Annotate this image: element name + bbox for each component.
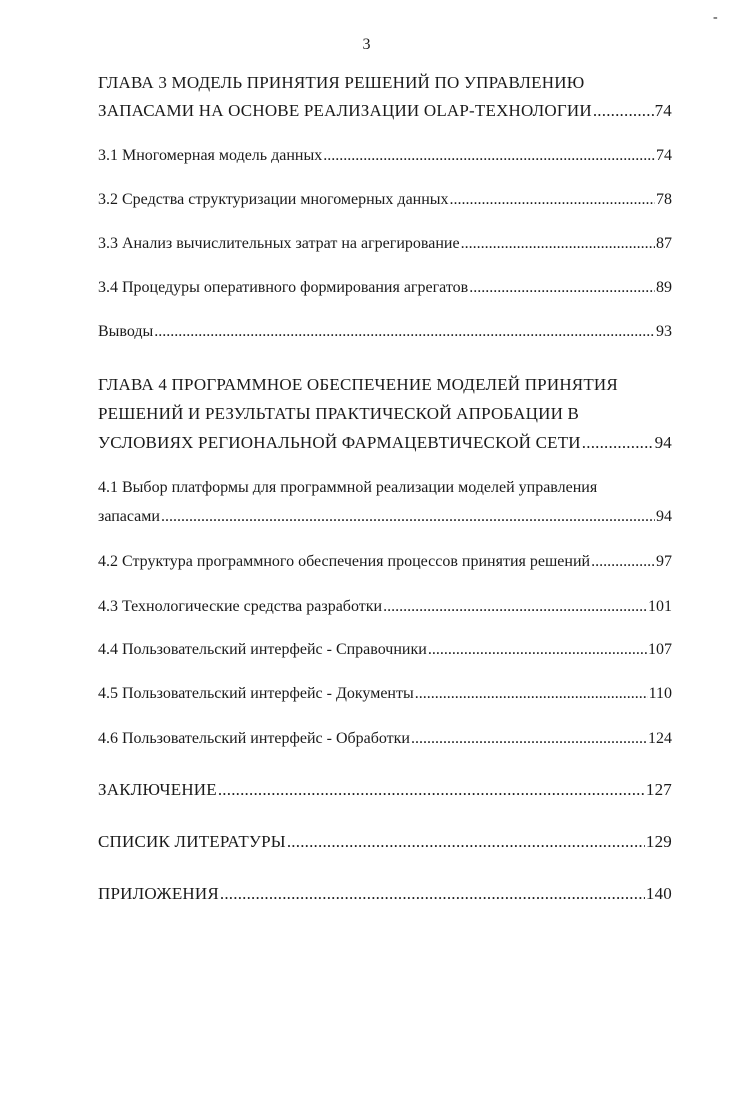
toc-page-number: 89: [656, 279, 672, 296]
toc-entry-conclusions[interactable]: [98, 322, 672, 342]
toc-text: Выводы: [98, 323, 154, 340]
toc-text: УСЛОВИЯХ РЕГИОНАЛЬНОЙ ФАРМАЦЕВТИЧЕСКОЙ СЕТИ: [98, 433, 581, 452]
toc-text: 3.4 Процедуры оперативного формирования агрегатов: [98, 279, 469, 296]
toc-text: 4.3 Технологические средства разработки: [98, 598, 383, 615]
toc-page-number: 93: [656, 323, 672, 340]
toc-text: 3.3 Анализ вычислительных затрат на агрегирование: [98, 235, 460, 252]
toc-text: 3.2 Средства структуризации многомерных данных: [98, 191, 449, 208]
toc-entry-3-2[interactable]: [98, 190, 672, 210]
dot-leader: [593, 101, 654, 121]
toc-page-number: 140: [645, 884, 672, 903]
toc-text: 3.1 Многомерная модель данных: [98, 147, 323, 164]
dot-leader: [461, 234, 655, 254]
toc-entry-3-3[interactable]: [98, 234, 672, 254]
toc-entry-chapter4[interactable]: [98, 433, 672, 453]
dot-leader: [450, 190, 655, 210]
toc-text: ГЛАВА 4 ПРОГРАММНОЕ ОБЕСПЕЧЕНИЕ МОДЕЛЕЙ ПРИНЯТИЯ: [98, 375, 618, 394]
toc-entry-3-1[interactable]: [98, 146, 672, 166]
toc-text: 4.2 Структура программного обеспечения процессов принятия решений: [98, 553, 591, 570]
toc-page-number: 107: [648, 641, 672, 658]
toc-text: запасами: [98, 508, 160, 525]
toc-text: СПИСИК ЛИТЕРАТУРЫ: [98, 832, 286, 851]
dot-leader: [469, 278, 655, 298]
toc-text: ЗАКЛЮЧЕНИЕ: [98, 780, 217, 799]
toc-text: 4.1 Выбор платформы для программной реализации моделей управления: [98, 479, 598, 496]
toc-text: 4.4 Пользовательский интерфейс - Справочники: [98, 641, 427, 658]
dot-leader: [582, 433, 654, 453]
dot-leader: [154, 322, 655, 342]
toc-page-number: 124: [648, 730, 672, 747]
toc-page-number: 78: [656, 191, 672, 208]
toc-entry-3-4[interactable]: [98, 278, 672, 298]
toc-page-number: 101: [648, 598, 672, 615]
toc-page-number: 94: [656, 508, 672, 525]
toc-chapter4-title-line2: [98, 404, 672, 424]
toc-chapter4-title-line1: [98, 375, 672, 395]
toc-page-number: 94: [654, 433, 672, 452]
toc-page-number: 110: [648, 685, 672, 702]
toc-text: ПРИЛОЖЕНИЯ: [98, 884, 219, 903]
dot-leader: [161, 507, 655, 527]
toc-text: 4.6 Пользовательский интерфейс - Обработки: [98, 730, 410, 747]
toc-page-number: 74: [654, 101, 672, 120]
dot-leader: [323, 146, 655, 166]
toc-page-number: 127: [645, 780, 672, 799]
dot-leader: [218, 780, 645, 800]
toc-entry-4-3[interactable]: [98, 597, 672, 617]
toc-entry-4-4[interactable]: [98, 640, 672, 660]
toc-page-number: 87: [656, 235, 672, 252]
toc-page-number: 97: [656, 553, 672, 570]
toc-text: 4.5 Пользовательский интерфейс - Документы: [98, 685, 414, 702]
toc-entry-chapter3[interactable]: [98, 101, 672, 121]
corner-mark: -: [713, 10, 718, 25]
dot-leader: [428, 640, 647, 660]
dot-leader: [415, 684, 648, 704]
toc-entry-4-1[interactable]: [98, 507, 672, 527]
toc-text: РЕШЕНИЙ И РЕЗУЛЬТАТЫ ПРАКТИЧЕСКОЙ АПРОБАЦИИ В: [98, 404, 580, 423]
toc-entry-appendices[interactable]: [98, 884, 672, 904]
toc-entry-4-2[interactable]: [98, 552, 672, 572]
toc-entry-conclusion[interactable]: [98, 780, 672, 800]
dot-leader: [220, 884, 645, 904]
toc-text: ГЛАВА 3 МОДЕЛЬ ПРИНЯТИЯ РЕШЕНИЙ ПО УПРАВЛЕНИЮ: [98, 73, 585, 92]
toc-page-number: 129: [645, 832, 672, 851]
toc-entry-references[interactable]: [98, 832, 672, 852]
toc-entry-4-1-line1: [98, 478, 672, 498]
toc-entry-4-5[interactable]: [98, 684, 672, 704]
toc-text: ЗАПАСАМИ НА ОСНОВЕ РЕАЛИЗАЦИИ OLAP-ТЕХНОЛОГИИ: [98, 101, 592, 120]
toc-chapter3-title-line1: [98, 73, 672, 93]
dot-leader: [591, 552, 655, 572]
toc-page-number: 74: [656, 147, 672, 164]
dot-leader: [383, 597, 647, 617]
dot-leader: [287, 832, 645, 852]
toc-entry-4-6[interactable]: [98, 729, 672, 749]
dot-leader: [411, 729, 647, 749]
page-number: 3: [362, 36, 371, 53]
